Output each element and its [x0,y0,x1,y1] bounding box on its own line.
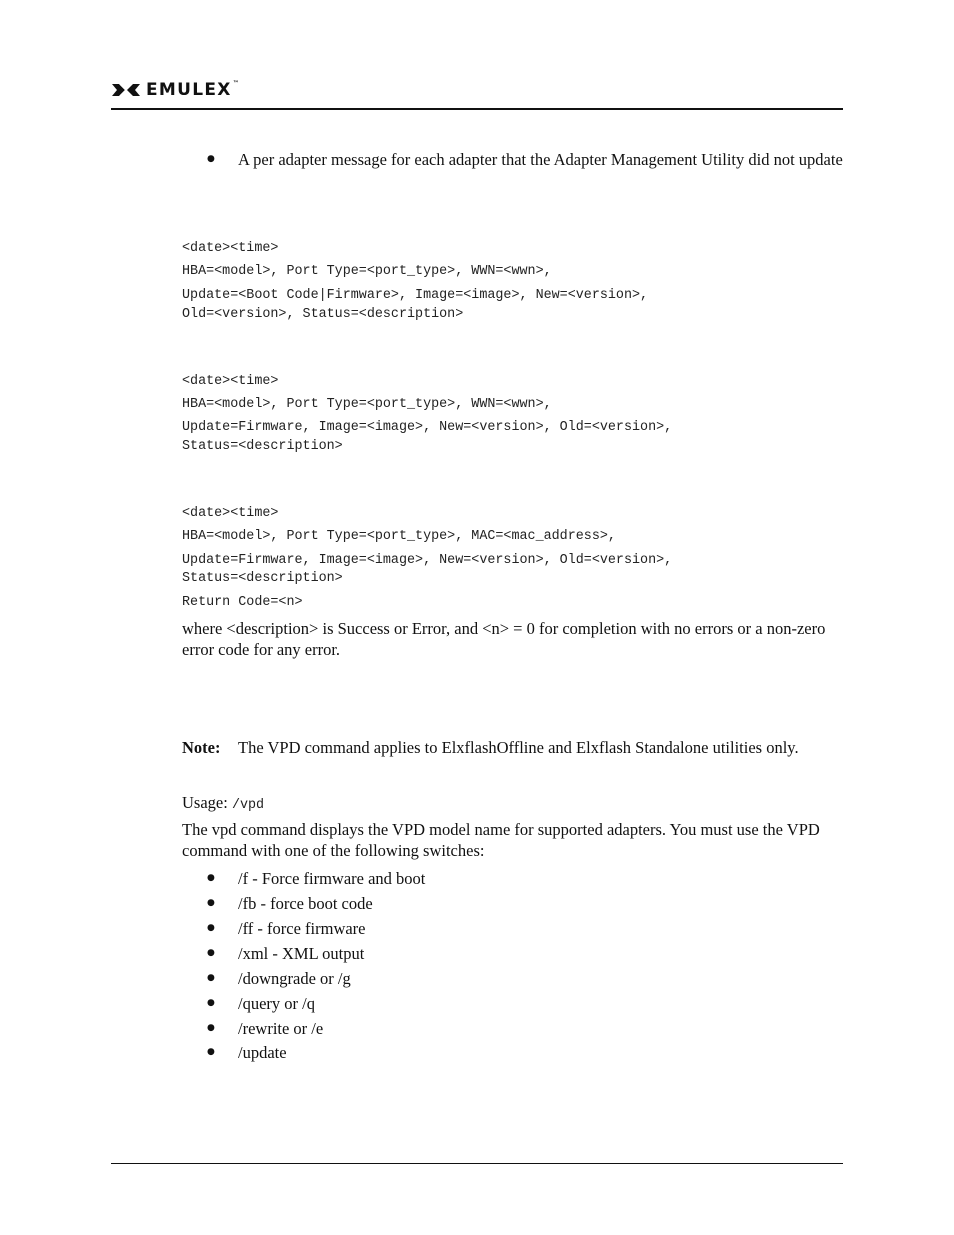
list-item [207,868,843,889]
list-item-text: /xml - XML output [238,944,365,963]
code-line: Update=<Boot Code|Firmware>, Image=<image>, New=<version>, [182,288,649,303]
list-item [207,918,843,939]
code-line: HBA=<model>, Port Type=<port_type>, MAC=<mac_address>, [182,529,616,544]
footer-rule [111,1163,843,1164]
list-item [207,943,843,964]
where-paragraph: where <description> is Success or Error, and <n> = 0 for completion with no errors or a non-zero error code for any error. [182,619,826,659]
bullet-icon: ● [207,1047,215,1057]
bullet-icon: ● [207,1023,215,1033]
list-item [207,149,843,170]
list-item-text: /update [238,1043,287,1062]
bullet-icon: ● [207,898,215,908]
code-line: HBA=<model>, Port Type=<port_type>, WWN=<wwn>, [182,397,552,412]
list-item [207,893,843,914]
list-item [207,993,843,1014]
list-item-text: /rewrite or /e [238,1019,324,1038]
list-item [207,968,843,989]
emulex-mark-icon [111,83,141,97]
header-rule [111,108,843,110]
list-item-text: /f - Force firmware and boot [238,869,426,888]
code-line: <date><time> [182,506,279,521]
code-line: Old=<version>, Status=<description> [182,307,464,322]
trademark-mark: ™ [232,80,240,87]
list-item [207,1042,843,1063]
list-item-text: /query or /q [238,994,315,1013]
bullet-icon: ● [207,973,215,983]
code-line: Status=<description> [182,439,343,454]
code-line: Status=<description> [182,571,343,586]
note-label: Note: [182,738,221,757]
list-item-text: /downgrade or /g [238,969,351,988]
usage-command: /vpd [231,798,265,813]
usage-line [182,792,264,815]
list-item-text: /fb - force boot code [238,894,373,913]
list-item-text: A per adapter message for each adapter that the Adapter Management Utility did not update [238,150,843,169]
code-line: Update=Firmware, Image=<image>, New=<version>, Old=<version>, [182,420,673,435]
list-item [207,1018,843,1039]
emulex-logo [111,80,240,100]
bullet-icon: ● [207,154,215,164]
code-line: HBA=<model>, Port Type=<port_type>, WWN=<wwn>, [182,264,552,279]
vpd-paragraph: The vpd command displays the VPD model name for supported adapters. You must use the VPD command with one of the following switches: [182,820,820,860]
logo-wordmark: EMULEX™ [146,80,240,100]
usage-label: Usage: [182,793,232,812]
code-line: Update=Firmware, Image=<image>, New=<version>, Old=<version>, [182,553,673,568]
bullet-icon: ● [207,948,215,958]
code-line: <date><time> [182,241,279,256]
list-item-text: /ff - force firmware [238,919,366,938]
note-text: The VPD command applies to ElxflashOffline and Elxflash Standalone utilities only. [238,738,799,757]
code-line: <date><time> [182,374,279,389]
bullet-icon: ● [207,998,215,1008]
code-line: Return Code=<n> [182,595,303,610]
bullet-icon: ● [207,923,215,933]
bullet-icon: ● [207,873,215,883]
